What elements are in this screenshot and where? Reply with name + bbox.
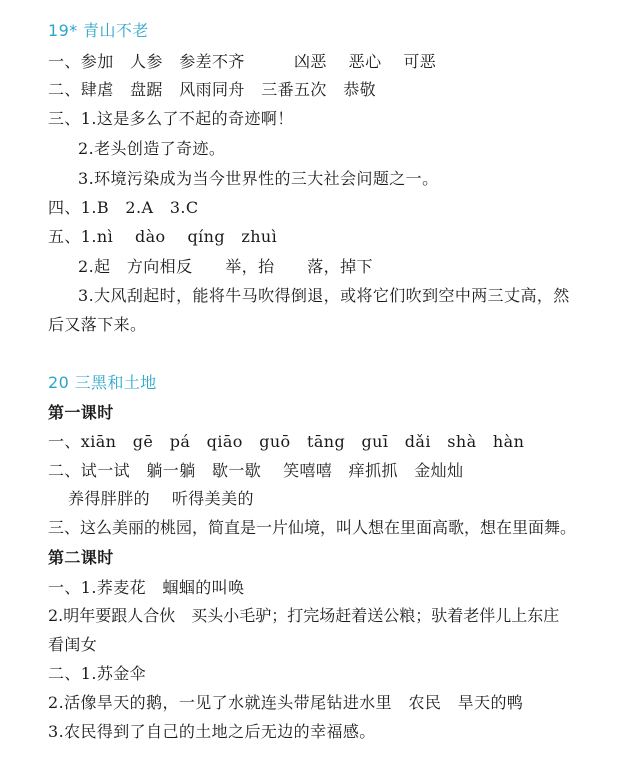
s19-answer-3-3: 3.环境污染成为当今世界性的三大社会问题之一。 [78,169,439,188]
s19-answer-5-2: 2.起 方向相反 举，抬 落，掉下 [78,257,373,276]
s20-l2-answer-1: 一、1.荞麦花 蝈蝈的叫唤 [48,578,245,597]
lesson-2-heading: 第二课时 [48,548,114,567]
s20-l2-answer-1-2: 2.明年要跟人合伙 买头小毛驴；打完场赶着送公粮；驮着老伴儿上东庄 [48,606,560,625]
section-19-title: 19* 青山不老 [48,21,149,40]
s19-answer-4: 四、1.B 2.A 3.C [48,198,199,217]
s20-l2-answer-2-2: 2.活像旱天的鹅，一见了水就连头带尾钻进水里 农民 旱天的鸭 [48,693,524,712]
s19-answer-5-3-cont: 后又落下来。 [48,315,147,334]
s20-l1-answer-2: 二、试一试 躺一躺 歇一歇 笑嘻嘻 痒抓抓 金灿灿 [48,461,464,480]
s19-answer-3-2: 2.老头创造了奇迹。 [78,139,226,158]
lesson-1-heading: 第一课时 [48,403,114,422]
s20-l1-answer-2-cont: 养得胖胖的 听得美美的 [68,489,254,508]
s19-answer-2: 二、肆虐 盘踞 风雨同舟 三番五次 恭敬 [48,80,377,99]
s19-answer-5: 五、1.nì dào qíng zhuì [48,227,278,246]
section-20-title: 20 三黑和土地 [48,373,157,392]
s19-answer-1: 一、参加 人参 参差不齐 凶恶 恶心 可恶 [48,52,437,71]
s20-l2-answer-2: 二、1.苏金伞 [48,664,147,683]
s20-l1-answer-3: 三、这么美丽的桃园，简直是一片仙境，叫人想在里面高歌，想在里面舞。 [48,518,577,537]
s20-l2-answer-1-2-cont: 看闺女 [48,635,98,654]
s20-l2-answer-2-3: 3.农民得到了自己的土地之后无边的幸福感。 [48,722,376,741]
s19-answer-3: 三、1.这是多么了不起的奇迹啊！ [48,109,294,128]
s20-l1-answer-1: 一、xiān gē pá qiāo guō tāng guī dǎi shà hàn [48,432,525,451]
s19-answer-5-3: 3.大风刮起时，能将牛马吹得倒退，或将它们吹到空中两三丈高，然 [78,286,570,305]
